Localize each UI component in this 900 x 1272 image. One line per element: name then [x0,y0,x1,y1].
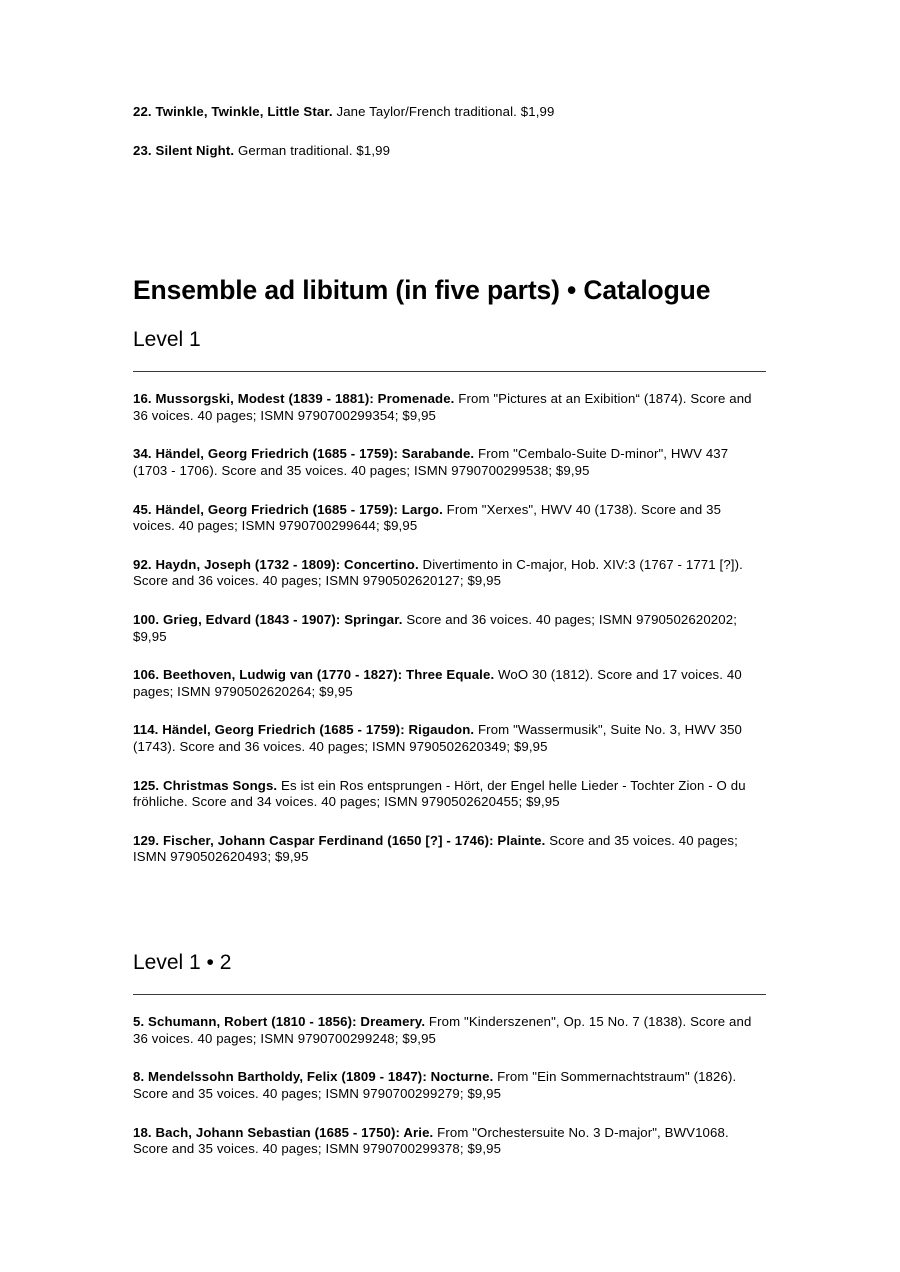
entry-description: Es ist ein Ros entsprungen - Hört, der Engel helle Lieder - Tochter Zion - O du fröhliche. Score and 34 voices. 40 pages; ISMN 9790502620455; $9,95 [133,777,746,810]
entry-description: Score and 36 voices. 40 pages; ISMN 9790502620202; $9,95 [133,611,737,644]
catalogue-entry [133,833,766,866]
section-level-1-2 [133,866,766,1158]
catalogue-entry [133,1125,766,1158]
section-heading-level-1: Level 1 [133,327,201,351]
entry-description: From "Kinderszenen", Op. 15 No. 7 (1838). Score and 36 voices. 40 pages; ISMN 9790700299248; $9,95 [133,1014,752,1046]
catalogue-entry [133,104,766,121]
entry-description: From "Orchestersuite No. 3 D-major", BWV1068. Score and 35 voices. 40 pages; ISMN 9790700299378; $9,95 [133,1124,729,1157]
catalogue-entry [133,1069,766,1102]
catalogue-entry [133,502,766,535]
continued-entry-list [133,0,766,159]
entry-title: 34. Händel, Georg Friedrich (1685 - 1759): Sarabande. [133,446,475,462]
catalogue-entry [133,391,766,424]
entry-title: 125. Christmas Songs. [133,777,278,793]
entry-description: WoO 30 (1812). Score and 17 voices. 40 pages; ISMN 9790502620264; $9,95 [133,667,742,699]
section-entry-list-level-1-2 [133,995,766,1158]
catalogue-entry [133,557,766,590]
catalogue-entry [133,612,766,645]
section-heading-level-1-2: Level 1 • 2 [133,950,232,974]
entry-description: Jane Taylor/French traditional. $1,99 [332,104,555,119]
entry-title: 18. Bach, Johann Sebastian (1685 - 1750): Arie. [133,1124,434,1140]
catalogue-entry [133,1014,766,1047]
entry-description: From "Wassermusik", Suite No. 3, HWV 350 (1743). Score and 36 voices. 40 pages; ISMN 9790502620349; $9,95 [133,722,743,754]
entry-title: 106. Beethoven, Ludwig van (1770 - 1827): Three Equale. [133,667,495,683]
entry-description: Divertimento in C-major, Hob. XIV:3 (1767 - 1771 [?]). Score and 36 voices. 40 pages; ISMN 9790502620127; $9,95 [133,556,743,589]
catalogue-entry [133,722,766,755]
entry-title: 92. Haydn, Joseph (1732 - 1809): Concertino. [133,556,419,572]
entry-title: 22. Twinkle, Twinkle, Little Star. [133,104,333,119]
entry-title: 114. Händel, Georg Friedrich (1685 - 1759): Rigaudon. [133,722,475,738]
catalogue-entry [133,143,766,160]
entry-title: 100. Grieg, Edvard (1843 - 1907): Springar. [133,611,403,627]
entry-title: 8. Mendelssohn Bartholdy, Felix (1809 - 1847): Nocturne. [133,1069,494,1085]
entry-description: From "Xerxes", HWV 40 (1738). Score and 35 voices. 40 pages; ISMN 9790700299644; $9,95 [133,501,722,534]
entry-title: 45. Händel, Georg Friedrich (1685 - 1759): Largo. [133,501,443,517]
catalogue-entry [133,446,766,479]
entry-description: From "Pictures at an Exibition“ (1874). Score and 36 voices. 40 pages; ISMN 9790700299354; $9,95 [133,391,752,423]
page-title: Ensemble ad libitum (in five parts) • Catalogue [133,275,711,306]
entry-title: 129. Fischer, Johann Caspar Ferdinand (1650 [?] - 1746): Plainte. [133,832,546,848]
entry-description: German traditional. $1,99 [234,142,391,158]
catalogue-entry [133,778,766,811]
entry-title: 16. Mussorgski, Modest (1839 - 1881): Promenade. [133,391,455,407]
entry-description: Score and 35 voices. 40 pages; ISMN 9790502620493; $9,95 [133,832,738,865]
section-entry-list-level-1 [133,372,766,866]
entry-title: 23. Silent Night. [133,142,235,158]
catalogue-entry [133,667,766,700]
entry-description: From "Ein Sommernachtstraum" (1826). Score and 35 voices. 40 pages; ISMN 9790700299279; $9,95 [133,1069,737,1101]
entry-description: From "Cembalo-Suite D-minor", HWV 437 (1703 - 1706). Score and 35 voices. 40 pages; ISMN 9790700299538; $9,95 [133,446,729,479]
entry-title: 5. Schumann, Robert (1810 - 1856): Dreamery. [133,1014,426,1030]
